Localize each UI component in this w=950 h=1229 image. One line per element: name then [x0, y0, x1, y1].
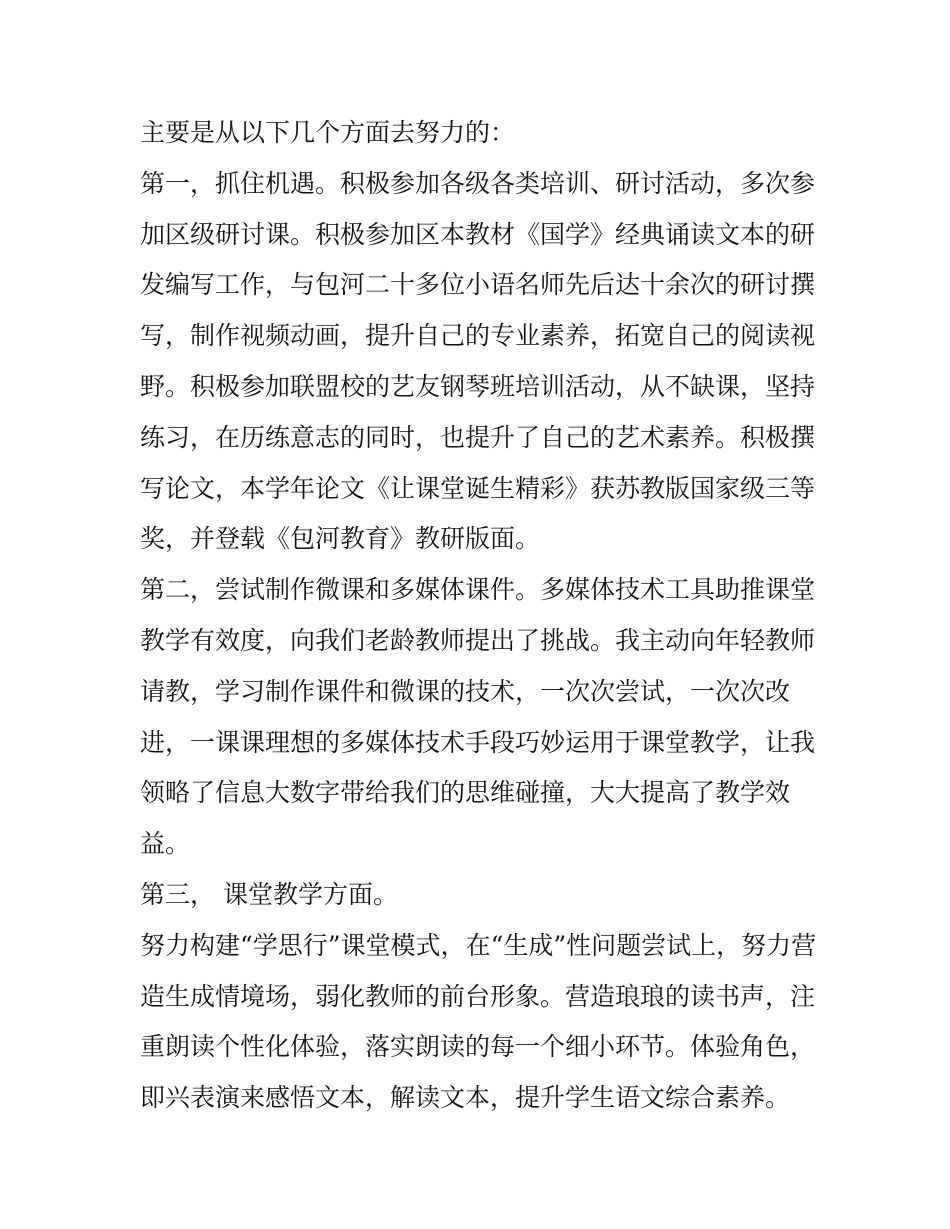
text-line: 领略了信息大数字带给我们的思维碰撞，大大提高了教学效: [140, 778, 791, 808]
text-line: 第一，抓住机遇。积极参加各级各类培训、研讨活动，多次参: [140, 168, 816, 198]
text-line: 益。: [140, 829, 191, 859]
text-line: 发编写工作，与包河二十多位小语名师先后达十余次的研讨撰: [140, 270, 816, 300]
text-line: 奖，并登载《包河教育》教研版面。: [140, 524, 541, 554]
text-line: 野。积极参加联盟校的艺友钢琴班培训活动，从不缺课，坚持: [140, 371, 816, 401]
text-line: 主要是从以下几个方面去努力的：: [140, 118, 516, 147]
text-line: 写论文，本学年论文《让课堂诞生精彩》获苏教版国家级三等: [140, 473, 816, 503]
text-line: 进，一课课理想的多媒体技术手段巧妙运用于课堂教学，让我: [140, 727, 816, 757]
document-body: [140, 108, 820, 1124]
text-line: 造生成情境场，弱化教师的前台形象。营造琅琅的读书声，注: [140, 981, 816, 1011]
text-line: 重朗读个性化体验，落实朗读的每一个细小环节。体验角色，: [140, 1032, 816, 1062]
text-line: 教学有效度，向我们老龄教师提出了挑战。我主动向年轻教师: [140, 625, 816, 655]
text-line: 加区级研讨课。积极参加区本教材《国学》经典诵读文本的研: [140, 219, 816, 249]
text-line: 写，制作视频动画，提升自己的专业素养，拓宽自己的阅读视: [140, 321, 816, 351]
text-line: 第三， 课堂教学方面。: [140, 879, 398, 909]
text-line: 即兴表演来感悟文本，解读文本，提升学生语文综合素养。: [140, 1083, 791, 1113]
text-line: 请教，学习制作课件和微课的技术，一次次尝试，一次次改: [140, 676, 791, 706]
text-line: 第二，尝试制作微课和多媒体课件。多媒体技术工具助推课堂: [140, 575, 816, 605]
text-line: 练习，在历练意志的同时，也提升了自己的艺术素养。积极撰: [140, 422, 816, 452]
text-line: 努力构建“学思行”课堂模式，在“生成”性问题尝试上，努力营: [140, 930, 817, 960]
